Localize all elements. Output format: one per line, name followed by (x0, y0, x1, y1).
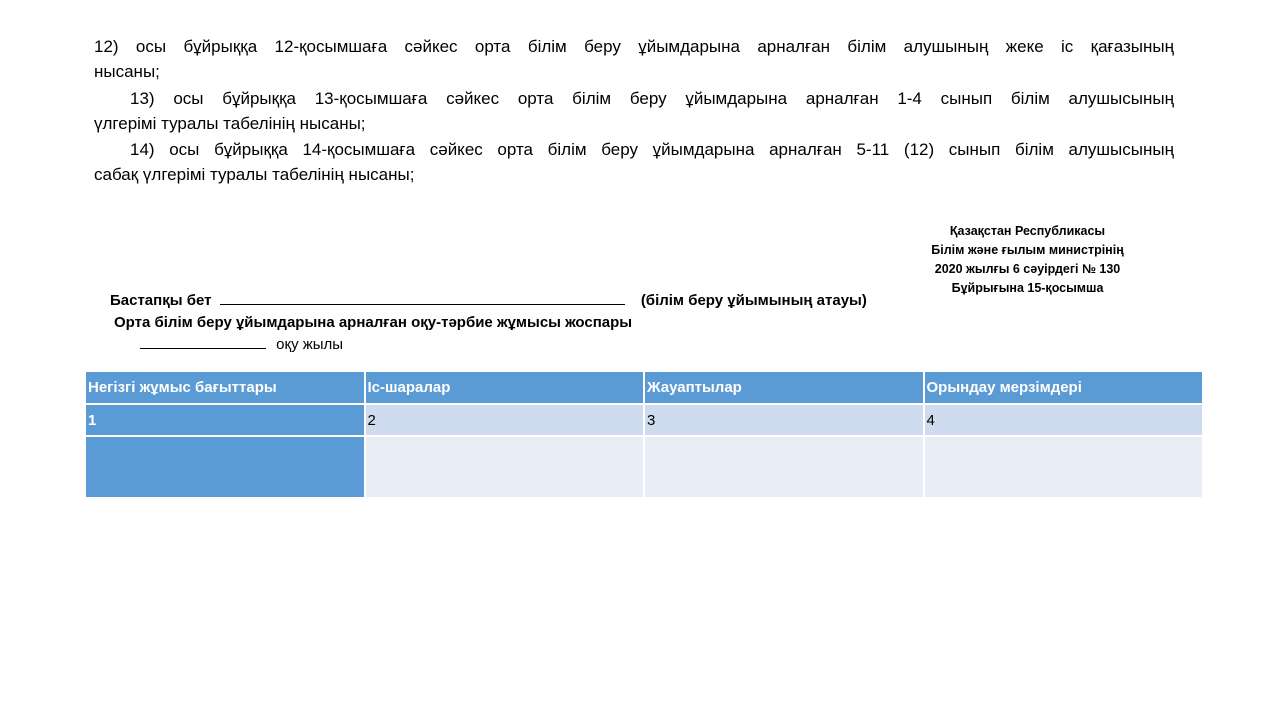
header-activities: Іс-шаралар (365, 371, 645, 404)
paragraph-14 (94, 137, 1174, 187)
paragraph-14-line-1: 14) осы бұйрыққа 14-қосымшаға сәйкес орта білім беру ұйымдарына арналған 5-11 (12) сынып білім алушысының (130, 140, 1174, 159)
org-name-hint: (білім беру ұйымының атауы) (640, 292, 867, 309)
title-page-label: Бастапқы бет (110, 292, 212, 309)
work-plan-table (84, 370, 1204, 499)
column-number-1: 1 (85, 404, 365, 436)
approval-line-1: Қазақстан Республикасы (949, 224, 1106, 238)
approval-line-2: Білім және ғылым министрінің (931, 243, 1124, 257)
column-number-2: 2 (365, 404, 645, 436)
table-cell-activity[interactable] (365, 436, 645, 498)
plan-title: Орта білім беру ұйымдарына арналған оқу-тәрбие жұмысы жоспары (114, 314, 633, 331)
paragraph-13 (94, 86, 1174, 136)
org-name-blank[interactable] (220, 290, 625, 305)
table-cell-deadline[interactable] (924, 436, 1204, 498)
approval-stamp-text (900, 222, 1155, 298)
table-cell-direction[interactable] (85, 436, 365, 498)
academic-year-label: оқу жылы (276, 336, 344, 353)
approval-line-3: 2020 жылғы 6 сәуірдегі № 130 (934, 262, 1121, 276)
header-deadlines: Орындау мерзімдері (924, 371, 1204, 404)
table-number-row (85, 404, 1203, 436)
header-responsible: Жауаптылар (644, 371, 924, 404)
header-main-directions: Негізгі жұмыс бағыттары (85, 371, 365, 404)
table-row (85, 436, 1203, 498)
paragraph-12-line-2: нысаны; (94, 62, 160, 81)
table-header-row (85, 371, 1203, 404)
column-number-3: 3 (644, 404, 924, 436)
paragraph-13-line-1: 13) осы бұйрыққа 13-қосымшаға сәйкес орта білім беру ұйымдарына арналған 1-4 сынып білім алушысының (130, 89, 1174, 108)
paragraph-13-line-2: үлгерімі туралы табелінің нысаны; (94, 114, 366, 133)
approval-line-4: Бұйрығына 15-қосымша (951, 281, 1104, 295)
title-page-line (110, 290, 867, 309)
paragraph-14-line-2: сабақ үлгерімі туралы табелінің нысаны; (94, 165, 415, 184)
academic-year-blank[interactable] (140, 336, 266, 349)
table-cell-responsible[interactable] (644, 436, 924, 498)
paragraph-12-line-1: 12) осы бұйрыққа 12-қосымшаға сәйкес орта білім беру ұйымдарына арналған білім алушының жеке іс қағазының (94, 37, 1174, 56)
academic-year-line (140, 336, 343, 353)
column-number-4: 4 (924, 404, 1204, 436)
paragraph-12 (94, 34, 1174, 84)
